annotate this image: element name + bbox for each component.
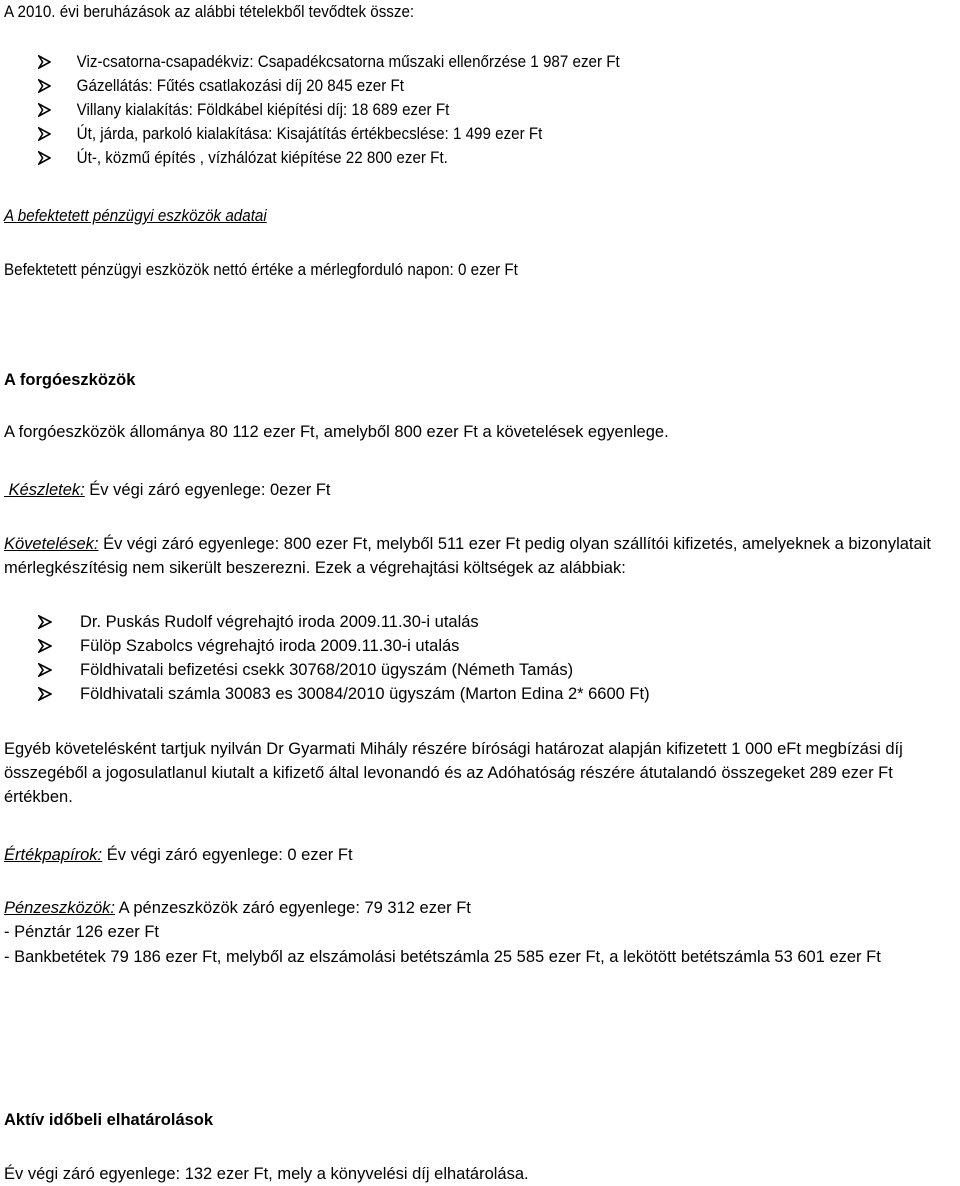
cash-line (4, 896, 471, 920)
list-item-text: Dr. Puskás Rudolf végrehajtó iroda 2009.11.30-i utalás (80, 613, 479, 631)
securities-label: Értékpapírok: (4, 846, 103, 864)
arrow-bullet-icon (38, 639, 52, 653)
receivables-paragraph (4, 532, 958, 580)
financial-assets-text: Befektetett pénzügyi eszközök nettó értéke a mérlegforduló napon: 0 ezer Ft (4, 261, 518, 279)
list-item-text: Villany kialakítás: Földkábel kiépítési díj: 18 689 ezer Ft (76, 101, 450, 119)
list-item (38, 50, 620, 74)
list-item (38, 122, 542, 146)
current-assets-text: A forgóeszközök állománya 80 112 ezer Ft, amelyből 800 ezer Ft a követelések egyenlege. (4, 423, 669, 441)
list-item (38, 658, 573, 682)
arrow-bullet-icon (38, 687, 52, 701)
arrow-bullet-icon (38, 79, 51, 93)
accruals-text: Év végi záró egyenlege: 132 ezer Ft, mely a könyvelési díj elhatárolása. (4, 1165, 529, 1183)
securities-text: Év végi záró egyenlege: 0 ezer Ft (102, 846, 353, 864)
arrow-bullet-icon (38, 127, 51, 141)
list-item (38, 74, 404, 98)
receivables-text: Év végi záró egyenlege: 800 ezer Ft, melyből 511 ezer Ft pedig olyan szállítói kifizetés, amelyeknek a bizonylatait mérlegkészítésig nem sikerült beszerezni. Ezek a végrehajtási költségek az alábbiak: (4, 535, 931, 577)
cash-label: Pénzeszközök: (4, 899, 115, 917)
arrow-bullet-icon (38, 103, 51, 117)
arrow-bullet-icon (38, 663, 52, 677)
cash-text: A pénzeszközök záró egyenlege: 79 312 ezer Ft (114, 899, 471, 917)
list-item-text: Út, járda, parkoló kialakítása: Kisajátítás értékbecslése: 1 499 ezer Ft (76, 125, 543, 143)
accruals-heading: Aktív időbeli elhatárolások (4, 1111, 214, 1129)
list-item-text: Fülöp Szabolcs végrehajtó iroda 2009.11.30-i utalás (80, 637, 460, 655)
list-item (38, 610, 479, 634)
cash-detail-line: - Bankbetétek 79 186 ezer Ft, melyből az elszámolási betétszámla 25 585 ezer Ft, a lekötött betétszámla 53 601 ezer Ft (4, 948, 881, 966)
stock-label: Készletek: (8, 481, 85, 499)
securities-line (4, 843, 353, 867)
receivables-label: Követelések: (4, 535, 99, 553)
list-item (38, 146, 448, 170)
other-receivable-paragraph: Egyéb követelésként tartjuk nyilván Dr Gyarmati Mihály részére bírósági határozat alapján kifizetett 1 000 eFt megbízási díj összegéből a jogosulatlanul kiutalt a kifizető által levonandó és az Adóhatóság részére átutalandó összegeket 289 ezer Ft értékben. (4, 740, 903, 806)
stock-text: Év végi záró egyenlege: 0ezer Ft (84, 481, 331, 499)
stock-line (4, 478, 331, 502)
list-item-text: Földhivatali befizetési csekk 30768/2010 ügyszám (Németh Tamás) (80, 661, 574, 679)
list-item-text: Út-, közmű építés , vízhálózat kiépítése 22 800 ezer Ft. (76, 149, 448, 167)
arrow-bullet-icon (38, 151, 51, 165)
list-item (38, 682, 650, 706)
current-assets-heading: A forgóeszközök (4, 371, 136, 389)
list-item-text: Viz-csatorna-csapadékviz: Csapadékcsatorna műszaki ellenőrzése 1 987 ezer Ft (76, 53, 620, 71)
intro-text: A 2010. évi beruházások az alábbi tételekből tevődtek össze: (4, 3, 415, 21)
cash-detail-line: - Pénztár 126 ezer Ft (4, 923, 159, 941)
financial-assets-heading: A befektetett pénzügyi eszközök adatai (4, 207, 267, 225)
list-item (38, 634, 459, 658)
list-item (38, 98, 449, 122)
list-item-text: Gázellátás: Fűtés csatlakozási díj 20 845 ezer Ft (76, 77, 405, 95)
list-item-text: Földhivatali számla 30083 es 30084/2010 ügyszám (Marton Edina 2* 6600 Ft) (80, 685, 650, 703)
arrow-bullet-icon (38, 55, 51, 69)
arrow-bullet-icon (38, 615, 52, 629)
